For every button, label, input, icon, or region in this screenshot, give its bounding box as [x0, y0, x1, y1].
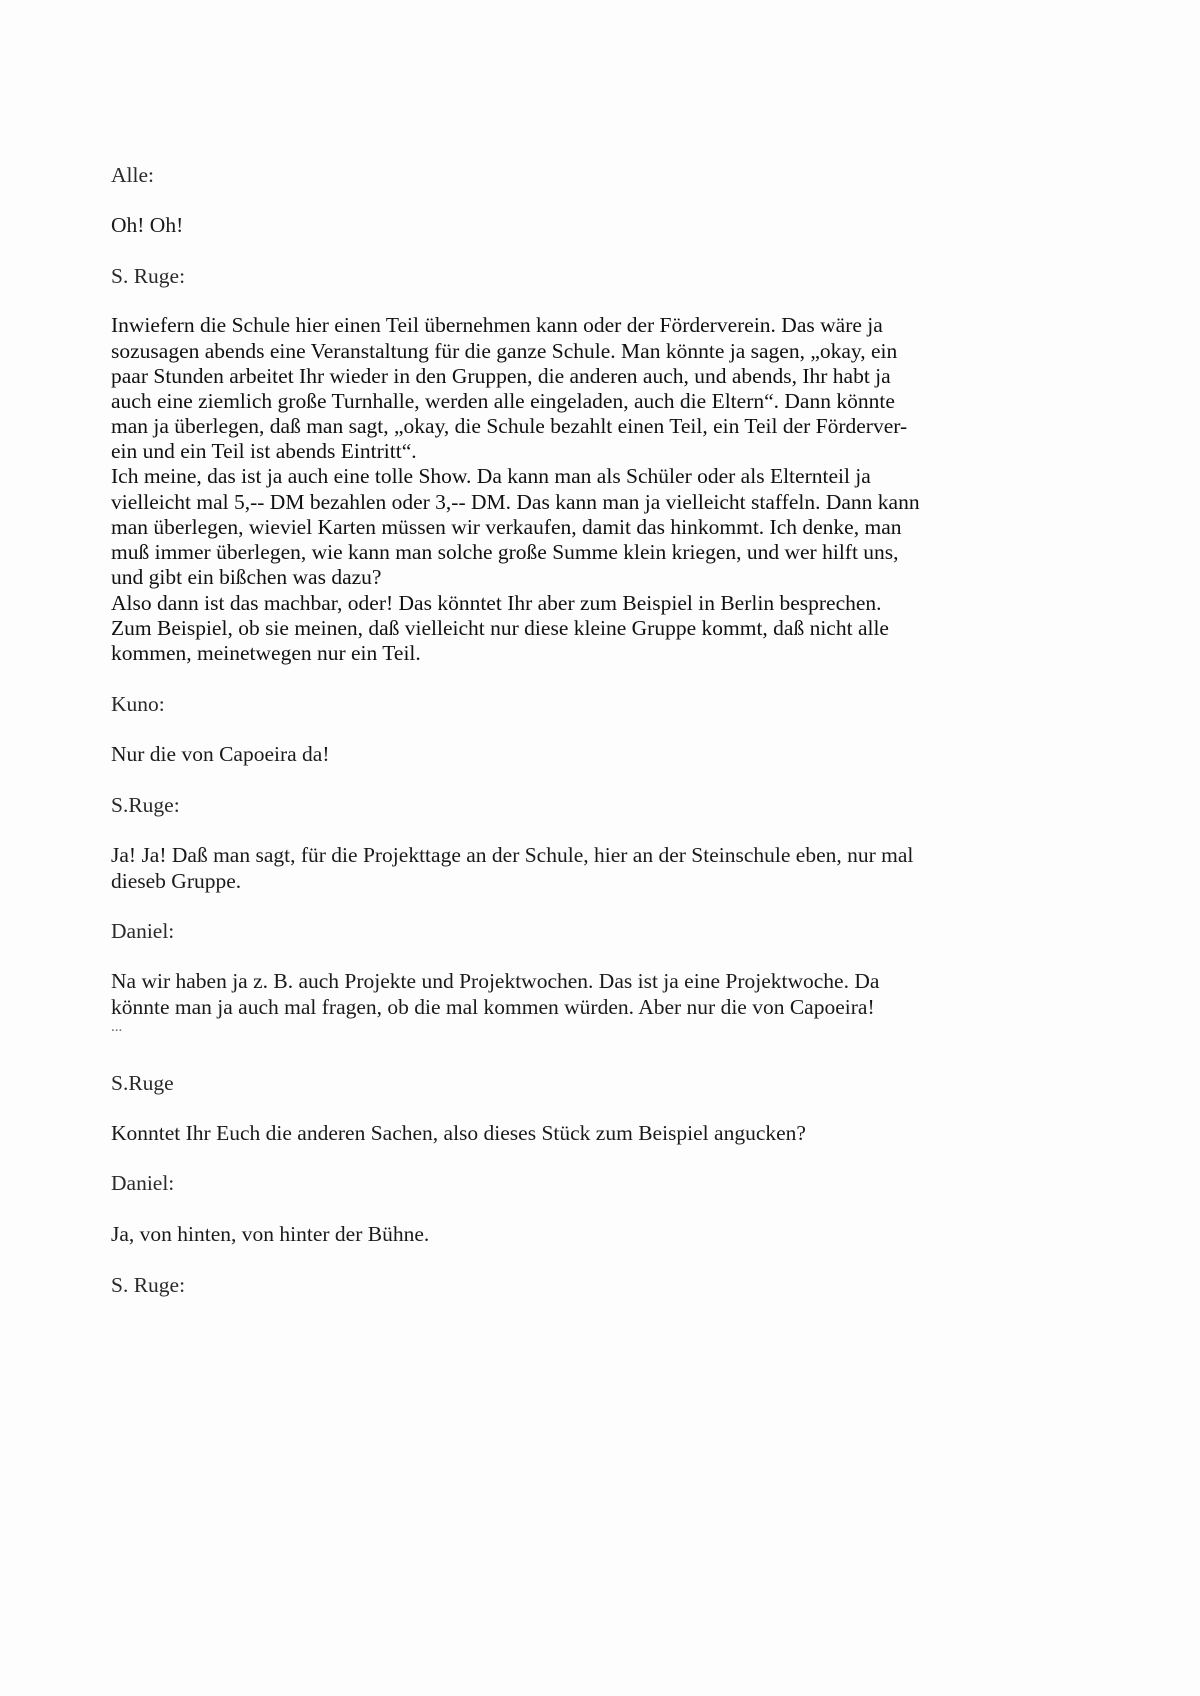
utterance-line: Also dann ist das machbar, oder! Das könntet Ihr aber zum Beispiel in Berlin besprechen. — [111, 591, 882, 615]
ellipsis: ... — [111, 1019, 123, 1035]
speaker-label: Kuno: — [111, 692, 165, 716]
utterance-line: Na wir haben ja z. B. auch Projekte und Projektwochen. Das ist ja eine Projektwoche. Da — [111, 969, 880, 993]
utterance-line: Ja, von hinten, von hinter der Bühne. — [111, 1222, 430, 1246]
utterance-line: muß immer überlegen, wie kann man solche große Summe klein kriegen, und wer hilft uns, — [111, 540, 899, 564]
utterance-line: paar Stunden arbeitet Ihr wieder in den Gruppen, die anderen auch, und abends, Ihr habt ja — [111, 364, 891, 388]
utterance-line: Ich meine, das ist ja auch eine tolle Show. Da kann man als Schüler oder als Elternteil ja — [111, 464, 871, 488]
speaker-label: S. Ruge: — [111, 1273, 186, 1297]
utterance-line: Zum Beispiel, ob sie meinen, daß vielleicht nur diese kleine Gruppe kommt, daß nicht alle — [111, 616, 889, 640]
utterance-line: Ja! Ja! Daß man sagt, für die Projekttage an der Schule, hier an der Steinschule eben, nur mal — [111, 843, 914, 867]
utterance-line: sozusagen abends eine Veranstaltung für die ganze Schule. Man könnte ja sagen, „okay, ein — [111, 339, 898, 363]
utterance-line: Konntet Ihr Euch die anderen Sachen, also dieses Stück zum Beispiel angucken? — [111, 1121, 806, 1145]
speaker-label: S.Ruge — [111, 1071, 174, 1095]
speaker-label: Alle: — [111, 163, 154, 187]
utterance-line: vielleicht mal 5,-- DM bezahlen oder 3,-- DM. Das kann man ja vielleicht staffeln. Dann kann — [111, 490, 920, 514]
utterance-line: Inwiefern die Schule hier einen Teil übernehmen kann oder der Förderverein. Das wäre ja — [111, 313, 883, 337]
utterance-line: dieseb Gruppe. — [111, 869, 242, 893]
utterance-line: ein und ein Teil ist abends Eintritt“. — [111, 439, 417, 463]
utterance-line: auch eine ziemlich große Turnhalle, werden alle eingeladen, auch die Eltern“. Dann könnte — [111, 389, 895, 413]
speaker-label: Daniel: — [111, 1171, 175, 1195]
utterance-line: Oh! Oh! — [111, 213, 184, 237]
utterance-line: könnte man ja auch mal fragen, ob die mal kommen würden. Aber nur die von Capoeira! — [111, 995, 875, 1019]
speaker-label: Daniel: — [111, 919, 175, 943]
utterance-line: kommen, meinetwegen nur ein Teil. — [111, 641, 421, 665]
speaker-label: S. Ruge: — [111, 264, 186, 288]
utterance-line: man überlegen, wieviel Karten müssen wir verkaufen, damit das hinkommt. Ich denke, man — [111, 515, 902, 539]
utterance-line: und gibt ein bißchen was dazu? — [111, 565, 382, 589]
utterance-line: man ja überlegen, daß man sagt, „okay, die Schule bezahlt einen Teil, ein Teil der Förderver- — [111, 414, 908, 438]
speaker-label: S.Ruge: — [111, 793, 180, 817]
utterance-line: Nur die von Capoeira da! — [111, 742, 330, 766]
